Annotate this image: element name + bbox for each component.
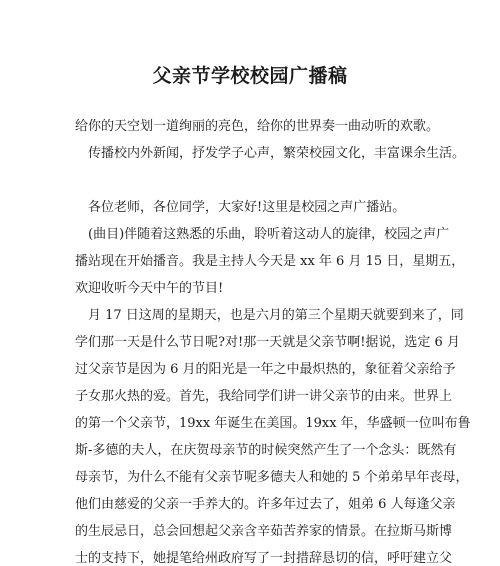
paragraph-line: 给你的天空划一道绚丽的亮色，给你的世界奏一曲动听的欢歌。 <box>75 119 440 134</box>
document-title: 父亲节学校校园广播稿 <box>152 65 348 87</box>
paragraph-line: 播站现在开始播音。我是主持人今天是 xx 年 6 月 15 日，星期五， <box>75 254 465 269</box>
paragraph-gap <box>75 167 435 194</box>
paragraph <box>75 113 440 140</box>
paragraph-line: 的生辰忌日，总会回想起父亲含辛茹苦养家的情景。在拉斯马斯博 <box>75 524 453 539</box>
paragraph <box>75 221 465 302</box>
paragraph <box>75 302 471 566</box>
paragraph-line: 子女那火热的爱。首先，我给同学们讲一讲父亲节的由来。世界上 <box>75 389 453 404</box>
paragraph-line: 母亲节，为什么不能有父亲节呢多德夫人和她的 5 个弟弟早年丧母， <box>75 470 469 485</box>
paragraph-line: 学们那一天是什么节日呢?对!那一天就是父亲节啊!据说，选定 6 月 <box>75 335 460 350</box>
paragraph <box>75 140 466 167</box>
paragraph-line: 他们由慈爱的父亲一手养大的。许多年过去了，姐弟 6 人每逢父亲 <box>75 497 456 512</box>
paragraph-line: 各位老师，各位同学，大家好!这里是校园之声广播站。 <box>88 200 406 215</box>
paragraph <box>75 194 435 221</box>
paragraph-line: 斯-多德的夫人，在庆贺母亲节的时候突然产生了一个念头：既然有 <box>75 443 457 458</box>
document-body <box>75 113 471 566</box>
paragraph-line: 传播校内外新闻，抒发学子心声，繁荣校园文化，丰富课余生活。 <box>88 146 466 161</box>
paragraph-line: 的第一个父亲节，19xx 年诞生在美国。19xx 年，华盛顿一位叫布鲁 <box>75 416 471 431</box>
paragraph-line: 欢迎收听今天中午的节目! <box>75 281 224 296</box>
paragraph-line: 过父亲节是因为 6 月的阳光是一年之中最炽热的，象征着父亲给予 <box>75 362 456 377</box>
paragraph-line: 月 17 日这周的星期天，也是六月的第三个星期天就要到来了，同 <box>88 308 464 323</box>
paragraph-line: (曲目)伴随着这熟悉的乐曲，聆听着这动人的旋律，校园之声广 <box>88 227 450 242</box>
paragraph-line: 士的支持下，她提笔给州政府写了一封措辞恳切的信，呼吁建立父 <box>75 551 453 566</box>
